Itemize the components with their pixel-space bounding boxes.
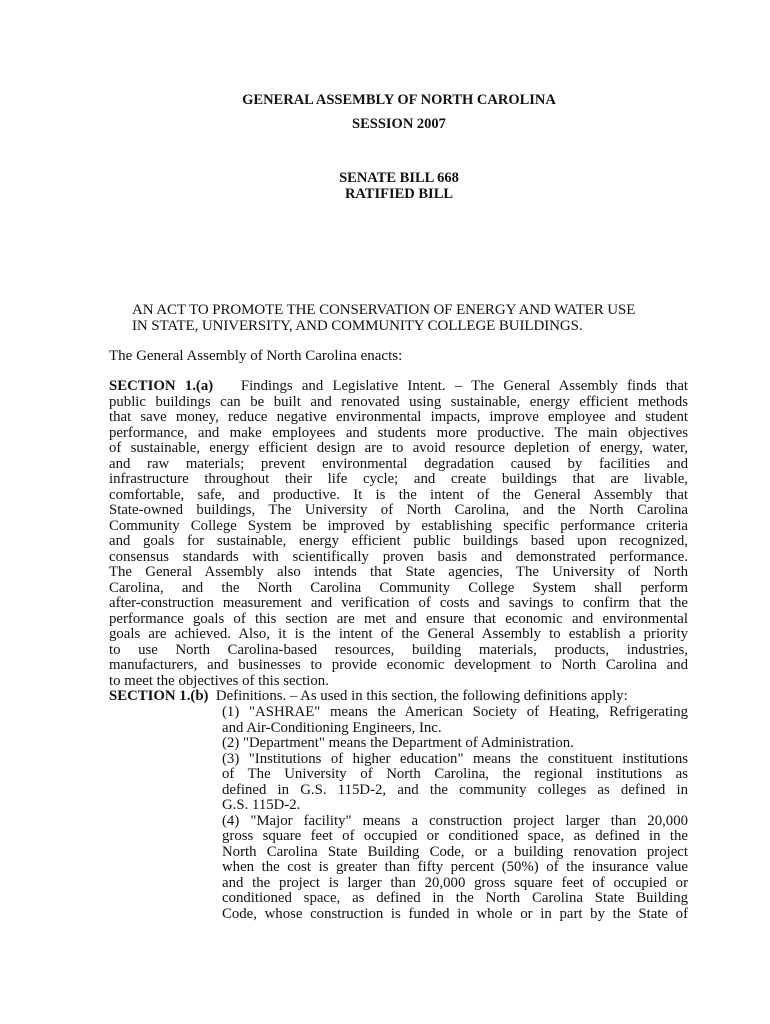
- section-1a-line: performance, and make employees and students more productive. The main objectives: [109, 425, 688, 441]
- definition-line: G.S. 115D-2.: [222, 798, 301, 813]
- section-1b-heading: [109, 689, 628, 705]
- section-1a-line: comfortable, safe, and productive. It is the intent of the General Assembly that: [109, 487, 688, 503]
- act-title-line: AN ACT TO PROMOTE THE CONSERVATION OF ENERGY AND WATER USE: [132, 302, 636, 318]
- definition-line: conditioned space, as defined in the North Carolina State Building: [222, 891, 688, 906]
- section-1a-line: that save money, reduce negative environmental impacts, improve employee and student: [109, 410, 688, 425]
- section-1a-line: performance goals of this section are met and ensure that economic and environmental: [109, 611, 688, 627]
- definition-line: (2) "Department" means the Department of Administration.: [222, 736, 574, 751]
- section-1a-line: goals are achieved. Also, it is the intent of the General Assembly to establish a priority: [109, 627, 688, 642]
- definition-line: Code, whose construction is funded in whole or in part by the State of: [222, 906, 688, 922]
- section-1a-first-line: [109, 379, 688, 395]
- definition-line: (4) "Major facility" means a construction project larger than 20,000: [222, 813, 688, 829]
- definition-line: North Carolina State Building Code, or a building renovation project: [222, 844, 688, 860]
- bill-number: SENATE BILL 668: [339, 170, 459, 186]
- section-1a-line: after-construction measurement and verification of costs and savings to confirm that the: [109, 596, 688, 611]
- session-heading: SESSION 2007: [352, 116, 446, 132]
- assembly-heading: GENERAL ASSEMBLY OF NORTH CAROLINA: [242, 92, 556, 108]
- definition-line: of The University of North Carolina, the regional institutions as: [222, 767, 688, 782]
- section-1a-line: The General Assembly also intends that State agencies, The University of North: [109, 565, 688, 580]
- act-title-line: IN STATE, UNIVERSITY, AND COMMUNITY COLLEGE BUILDINGS.: [132, 318, 583, 334]
- section-1b-intro: Definitions. – As used in this section, the following definitions apply:: [215, 688, 628, 704]
- definition-line: (3) "Institutions of higher education" means the constituent institutions: [222, 751, 688, 767]
- act-title: [132, 302, 692, 334]
- section-1a-line: and raw materials; prevent environmental degradation caused by facilities and: [109, 456, 688, 472]
- definition-line: and the project is larger than 20,000 gross square feet of occupied or: [222, 875, 688, 891]
- section-1a-line: to meet the objectives of this section.: [109, 673, 329, 689]
- definition-line: when the cost is greater than fifty percent (50%) of the insurance value: [222, 860, 688, 875]
- definitions-list: [222, 705, 688, 922]
- section-1a-line: infrastructure throughout their life cycle; and create buildings that are livable,: [109, 472, 688, 487]
- section-label: SECTION 1.(a): [109, 379, 214, 394]
- section-1a-line: Community College System be improved by establishing specific performance criteria: [109, 518, 688, 534]
- enacting-clause: The General Assembly of North Carolina enacts:: [109, 348, 403, 364]
- bill-status: RATIFIED BILL: [344, 186, 454, 202]
- section-1a-line: and goals for sustainable, energy efficient public buildings based upon recognized,: [109, 534, 688, 549]
- section-1a-line: Findings and Legislative Intent. – The General Assembly finds that: [240, 379, 688, 394]
- definition-line: defined in G.S. 115D-2, and the community colleges as defined in: [222, 782, 688, 798]
- section-1a: [109, 379, 688, 689]
- definition-line: and Air-Conditioning Engineers, Inc.: [222, 720, 442, 736]
- section-1a-line: consensus standards with scientifically proven basis and demonstrated performance.: [109, 549, 688, 565]
- section-1a-line: to use North Carolina-based resources, building materials, products, industries,: [109, 642, 688, 658]
- definition-line: gross square feet of occupied or conditioned space, as defined in the: [222, 829, 688, 844]
- section-1a-line: Carolina, and the North Carolina Community College System shall perform: [109, 580, 688, 596]
- section-1a-line: of sustainable, energy efficient design are to avoid resource depletion of energy, water,: [109, 441, 688, 456]
- definition-line: (1) "ASHRAE" means the American Society of Heating, Refrigerating: [222, 705, 688, 720]
- section-1a-line: public buildings can be built and renovated using sustainable, energy efficient methods: [109, 394, 688, 410]
- section-1a-line: manufacturers, and businesses to provide economic development to North Carolina and: [109, 658, 688, 673]
- section-label: SECTION 1.(b): [109, 688, 209, 704]
- section-1a-line: State-owned buildings, The University of North Carolina, and the North Carolina: [109, 503, 688, 518]
